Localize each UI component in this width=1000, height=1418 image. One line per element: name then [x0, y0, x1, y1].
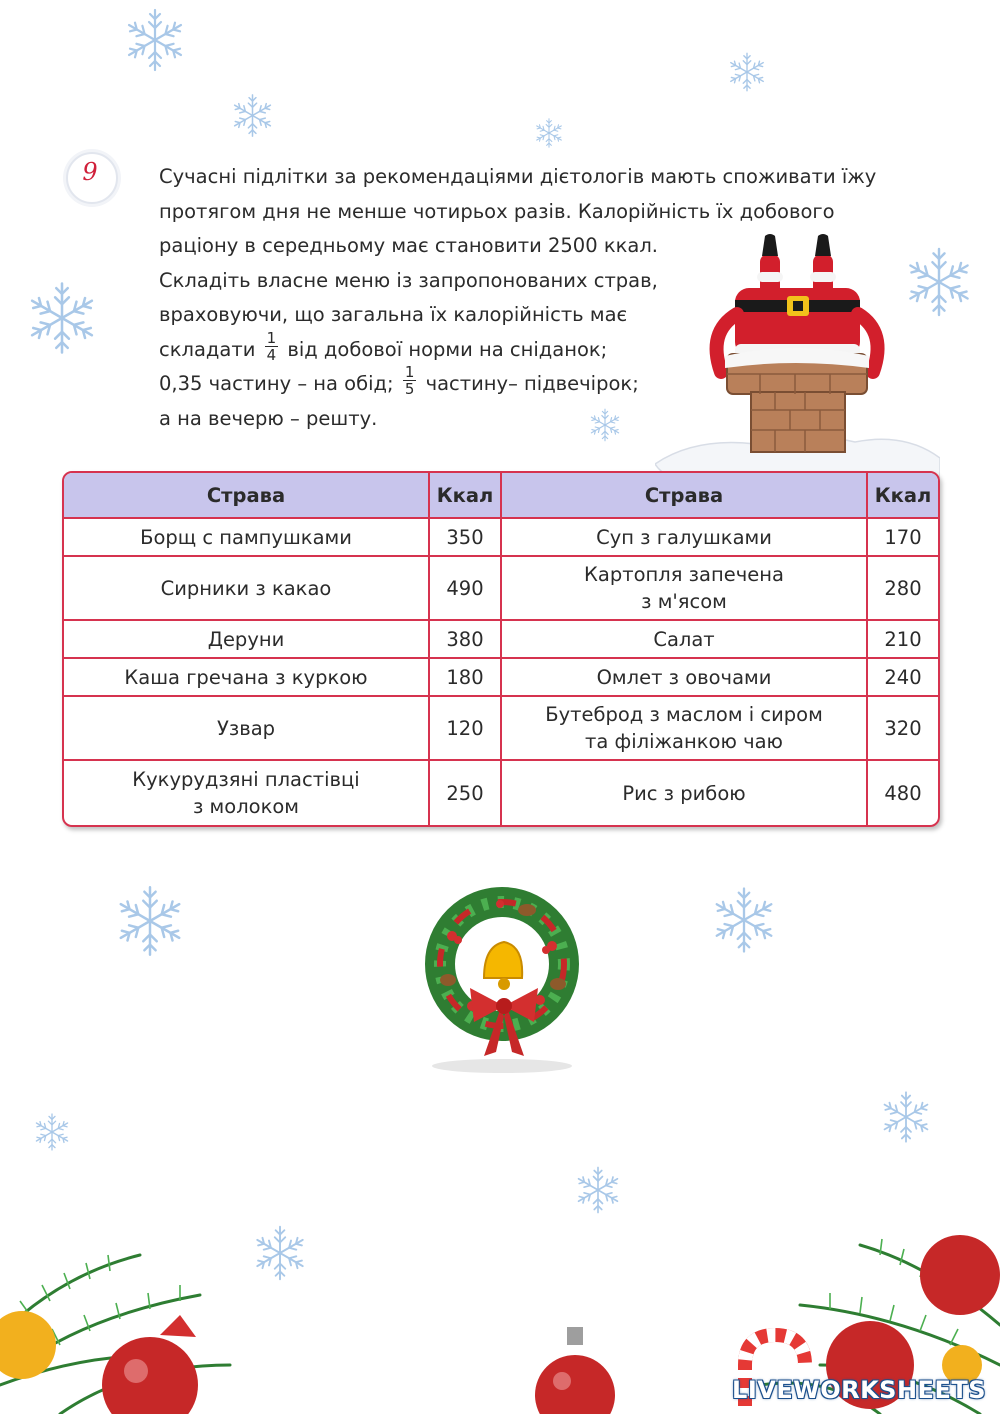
kcal-cell-left: 490 [430, 557, 502, 621]
menu-table-container [62, 471, 940, 827]
dish-cell-right [502, 761, 868, 825]
dish-cell-left [64, 621, 430, 659]
kcal-cell-left: 120 [430, 697, 502, 761]
task-line-part: складати [159, 337, 256, 361]
fraction-one-fifth [403, 364, 417, 397]
dish-cell-left [64, 519, 430, 557]
task-line: враховуючи, що загальна їх калорійність має [159, 303, 628, 326]
snowflake-icon [16, 272, 108, 364]
santa-chimney-illustration [655, 232, 940, 502]
task-line-part: 0,35 частину – на обід; [159, 372, 394, 395]
kcal-cell-right: 480 [884, 781, 922, 805]
kcal-cell-left: 250 [430, 761, 502, 825]
dish-cell-left [64, 659, 430, 697]
dish-cell-left [64, 557, 430, 621]
snowflake-icon [105, 876, 195, 966]
dish-name-line: Деруни [207, 627, 285, 651]
dish-name-line: з м'ясом [641, 590, 727, 613]
fraction-numerator: 1 [404, 363, 415, 381]
fraction-denominator: 5 [404, 380, 415, 398]
dish-cell-right [502, 659, 868, 697]
fraction-numerator: 1 [266, 328, 277, 347]
dish-name-line: Каша гречана з куркою [124, 665, 368, 689]
christmas-wreath-illustration [412, 876, 592, 1076]
header-kcal-left: Ккал [430, 473, 502, 519]
table-row [64, 621, 938, 659]
fraction-denominator: 4 [266, 345, 277, 364]
table-row [64, 557, 938, 621]
snowflake-icon [110, 0, 200, 80]
task-line-part: частину– підвечірок; [425, 372, 639, 395]
table-row [64, 697, 938, 761]
snowflake-icon [568, 1160, 628, 1220]
snowflake-icon [225, 88, 280, 143]
dish-name-line: Омлет з овочами [596, 665, 772, 689]
dish-cell-right [502, 697, 868, 761]
dish-cell-right [502, 557, 868, 621]
kcal-cell-right: 170 [868, 519, 938, 557]
kcal-cell-right: 280 [868, 557, 938, 621]
snowflake-icon [873, 1084, 939, 1150]
header-kcal-right: Ккал [868, 473, 938, 519]
kcal-cell-right: 210 [868, 621, 938, 659]
task-line: а на вечерю – решту. [159, 406, 378, 430]
liveworksheets-watermark: LIVEWORKSHEETS [732, 1376, 986, 1404]
task-line: Складіть власне меню із запропонованих страв, [159, 268, 658, 292]
table-row [64, 659, 938, 697]
header-dish-left: Страва [64, 473, 430, 519]
dish-name-line: Узвар [216, 716, 276, 740]
table-row [64, 761, 938, 825]
kcal-cell-left: 350 [430, 519, 502, 557]
task-line-part: від добової норми на сніданок; [287, 337, 608, 361]
header-dish-right: Страва [502, 473, 868, 519]
dish-cell-left [64, 697, 430, 761]
task-number: 9 [82, 158, 98, 186]
dish-name-line: Сирники з какао [160, 576, 332, 600]
dish-cell-left [64, 761, 430, 825]
dish-name-line: Салат [653, 627, 715, 651]
task-line: Сучасні підлітки за рекомендаціями дієтологів мають споживати їжу [159, 165, 877, 188]
dish-name-line: з молоком [192, 795, 300, 818]
kcal-cell-right: 240 [868, 659, 938, 697]
dish-cell-right [502, 621, 868, 659]
dish-cell-right [502, 519, 868, 557]
dish-name-line: Рис з рибою [622, 781, 746, 805]
dish-name-line: Борщ с пампушками [140, 525, 352, 549]
dish-name-line: Бутеброд з маслом і сиром [545, 703, 823, 726]
table-row [64, 519, 938, 557]
snowflake-icon [530, 114, 568, 152]
task-number-badge [62, 146, 122, 206]
snowflake-icon [702, 878, 786, 962]
dish-name-line: Кукурудзяні пластівці [132, 768, 360, 791]
dish-name-line: та філіжанкою чаю [585, 730, 783, 753]
table-header-row [64, 473, 938, 519]
menu-table [62, 471, 940, 827]
snowflake-icon [28, 1108, 76, 1156]
dish-name-line: Картопля запечена [584, 563, 784, 586]
fraction-one-quarter [265, 330, 279, 363]
snowflake-icon [722, 47, 772, 97]
dish-name-line: Суп з галушками [596, 525, 772, 549]
task-line: протягом дня не менше чотирьох разів. Калорійність їх добового [159, 199, 835, 223]
task-line: раціону в середньому має становити 2500 ккал. [159, 234, 658, 257]
kcal-cell-left: 180 [430, 659, 502, 697]
kcal-cell-right: 320 [868, 697, 938, 761]
kcal-cell-left: 380 [430, 621, 502, 659]
